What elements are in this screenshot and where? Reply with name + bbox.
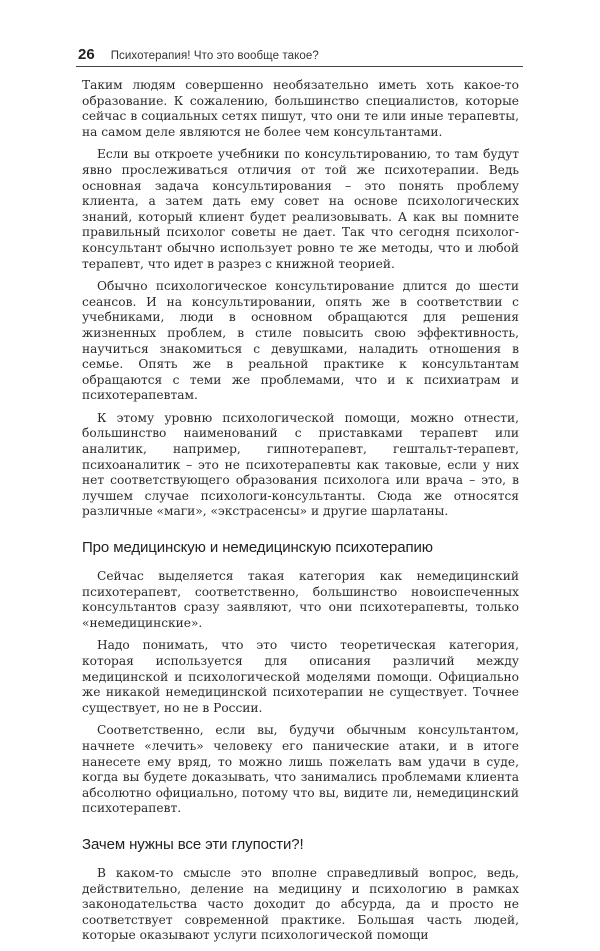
paragraph: Таким людям совершенно необязательно иметь хоть какое-то образование. К сожалению, большинство специалистов, которые сейчас в социальных сетях пишут, что они те или иные терапевты, на самом деле являются не более чем консультантами. xyxy=(82,78,519,139)
running-title: Психотерапия! Что это вообще такое? xyxy=(110,50,319,62)
paragraph: Обычно психологическое консультирование длится до шести сеансов. И на консультировании, опять же в соответствии с учебниками, люди в основном обращаются для решения жизненных проблем, в стиле повысить свою эффективность, научиться знакомиться с девушками, наладить отношения в семье. Опять же в реальной практике к консультантам обращаются с теми же проблемами, что и к психиатрам и психотерапевтам. xyxy=(82,279,519,403)
paragraph: В каком-то смысле это вполне справедливый вопрос, ведь, действительно, деление на медицину и психологию в рамках законодательства часто доходит до абсурда, да и просто не соответствует современной практике. Большая часть людей, которые оказывают услуги психологической помощи xyxy=(82,865,519,943)
paragraph: Если вы откроете учебники по консультированию, то там будут явно прослеживаться отличия от той же психотерапии. Ведь основная задача консультирования – это понять проблему клиента, а затем дать ему совет на основе психологических знаний, который клиент будет реализовывать. А как вы помните правильный психолог советы не дает. Так что сегодня психолог-консультант обычно использует ровно те же методы, что и любой терапевт, что идет в разрез с книжной теорией. xyxy=(82,147,519,271)
paragraph: Соответственно, если вы, будучи обычным консультантом, начнете «лечить» человеку его панические атаки, и в итоге нанесете ему вряд, то можно лишь пожелать вам удачи в суде, когда вы будете доказывать, что занимались проблемами клиента абсолютно официально, потому что вы, видите ли, немедицинский психотерапевт. xyxy=(82,723,519,816)
page-number: 26 xyxy=(78,46,95,63)
paragraph: К этому уровню психологической помощи, можно отнести, большинство наименований с приставками терапевт или аналитик, например, гипнотерапевт, гештальт-терапевт, психоаналитик – это не психотерапевты как таковые, если у них нет соответствующего образования психолога или врача – это, в лучшем случае психологи-консультанты. Сюда же относятся различные «маги», «экстрасенсы» и другие шарлатаны. xyxy=(82,410,519,519)
section-heading-medical: Про медицинскую и немедицинскую психотерапию xyxy=(82,539,433,557)
page-body xyxy=(82,78,519,951)
running-header xyxy=(76,42,523,67)
section-heading-why: Зачем нужны все эти глупости?! xyxy=(82,835,304,853)
paragraph: Сейчас выделяется такая категория как немедицинский психотерапевт, соответственно, большинство новоиспеченных консультантов сразу заявляют, что они психотерапевты, только «немедицинские». xyxy=(82,569,519,630)
paragraph: Надо понимать, что это чисто теоретическая категория, которая используется для описания различий между медицинской и психологической моделями помощи. Официально же никакой немедицинской психотерапии не существует. Точнее существует, но не в России. xyxy=(82,638,519,715)
